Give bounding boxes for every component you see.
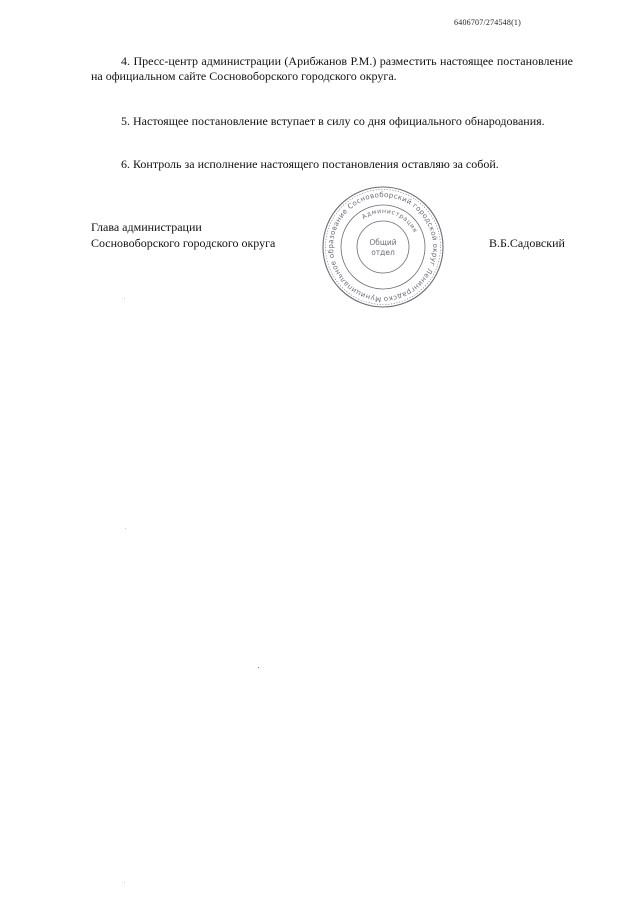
signature-name: В.Б.Садовский bbox=[489, 236, 565, 250]
scan-speck bbox=[124, 298, 125, 299]
seal-center-line2: отдел bbox=[371, 248, 395, 257]
scan-speck bbox=[124, 882, 125, 883]
official-seal-stamp bbox=[320, 184, 446, 310]
seal-inner-text: Администрация bbox=[360, 207, 419, 235]
paragraph-5: 5. Настоящее постановление вступает в силу со дня официального обнародования. bbox=[121, 114, 545, 128]
paragraph-4: 4. Пресс-центр администрации (Арибжанов Р.М.) разместить настоящее постановление на официальном сайте Сосновоборского городского округа. bbox=[91, 54, 573, 83]
signature-position-line1: Глава администрации bbox=[91, 220, 202, 234]
document-code: 6406707/274548(1) bbox=[454, 18, 521, 27]
scan-speck bbox=[125, 528, 126, 529]
signature-position bbox=[91, 219, 275, 251]
scan-speck bbox=[258, 667, 259, 668]
signature-position-line2: Сосновоборского городского округа bbox=[91, 236, 276, 250]
seal-outer-text: Муниципальное образование Сосновоборский городской округ Ленинградской bbox=[326, 190, 440, 304]
paragraph-6: 6. Контроль за исполнение настоящего постановления оставляю за собой. bbox=[121, 157, 499, 171]
seal-center-line1: Общий bbox=[369, 238, 397, 247]
